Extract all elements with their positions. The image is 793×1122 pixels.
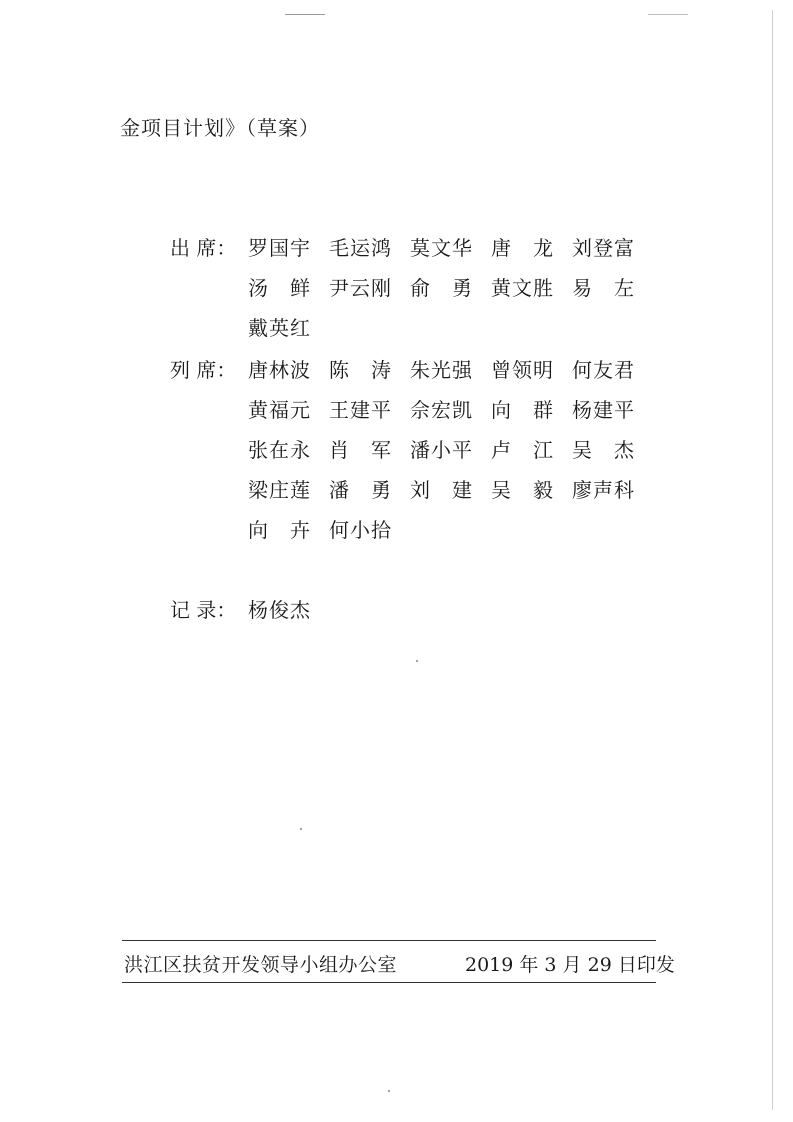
person-name: 向 卉: [248, 518, 310, 542]
person-name: 向 群: [491, 398, 553, 422]
person-name: 潘 小 平: [410, 438, 472, 462]
name-row: [248, 434, 648, 474]
person-name: 汤 鲜: [248, 276, 310, 300]
scan-speck: [300, 828, 302, 830]
observers-name-grid: [248, 354, 648, 554]
person-name: 唐 龙: [491, 236, 553, 260]
recorder-name-grid: [248, 594, 648, 634]
name-row: [248, 474, 648, 514]
person-name: 唐 林 波: [248, 358, 310, 382]
recorder-label: 记 录：: [170, 598, 237, 622]
footer-top-rule: [122, 940, 656, 941]
name-row: [248, 514, 648, 554]
scan-mark-top-left: [285, 14, 325, 15]
scan-page-edge: [772, 10, 773, 1110]
person-name: 梁 庄 莲: [248, 478, 310, 502]
observers-label: 列 席：: [170, 358, 237, 382]
person-name: 何 小 拾: [329, 518, 391, 542]
person-name: 卢 江: [491, 438, 553, 462]
person-name: 黄 文 胜: [491, 276, 553, 300]
attendees-label: 出 席：: [170, 236, 237, 260]
attendees-name-grid: [248, 232, 648, 352]
person-name: 易 左: [572, 276, 634, 300]
name-row: [248, 354, 648, 394]
person-name: 曾 领 明: [491, 358, 553, 382]
scan-mark-top-right: [648, 14, 688, 15]
person-name: 俞 勇: [410, 276, 472, 300]
person-name: 黄 福 元: [248, 398, 310, 422]
scan-speck: [388, 1090, 390, 1092]
person-name: 杨 建 平: [572, 398, 634, 422]
name-row: [248, 232, 648, 272]
person-name: 戴 英 红: [248, 316, 310, 340]
person-name: 吴 杰: [572, 438, 634, 462]
person-name: 何 友 君: [572, 358, 634, 382]
name-row: [248, 594, 648, 634]
person-name: 罗 国 宇: [248, 236, 310, 260]
document-heading-fragment: 金项目计划》（草案）: [120, 116, 320, 140]
person-name: 朱 光 强: [410, 358, 472, 382]
person-name: 王 建 平: [329, 398, 391, 422]
name-row: [248, 272, 648, 312]
person-name: 佘 宏 凯: [410, 398, 472, 422]
person-name: 廖 声 科: [572, 478, 634, 502]
scan-speck: [416, 660, 418, 662]
person-name: 莫 文 华: [410, 236, 472, 260]
person-name: 陈 涛: [329, 358, 391, 382]
name-row: [248, 394, 648, 434]
person-name: 潘 勇: [329, 478, 391, 502]
footer-bottom-rule: [122, 982, 656, 983]
person-name: 刘 登 富: [572, 236, 634, 260]
person-name: 毛 运 鸿: [329, 236, 391, 260]
person-name: 尹 云 刚: [329, 276, 391, 300]
person-name: 杨 俊 杰: [248, 598, 310, 622]
name-row: [248, 312, 648, 352]
person-name: 吴 毅: [491, 478, 553, 502]
footer-issue-date: 2019 年 3 月 29 日印发: [465, 954, 675, 976]
footer-issuer: 洪江区扶贫开发领导小组办公室: [124, 954, 398, 976]
person-name: 刘 建: [410, 478, 472, 502]
person-name: 肖 军: [329, 438, 391, 462]
person-name: 张 在 永: [248, 438, 310, 462]
